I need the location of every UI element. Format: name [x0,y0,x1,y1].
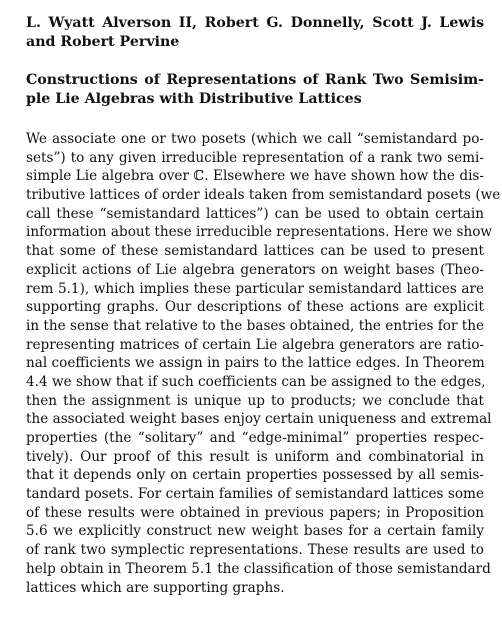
author-line: and Robert Pervine [26,34,180,50]
abstract-line: lattices which are supporting graphs. [26,579,285,596]
abstract-line: then the assignment is unique up to products; we conclude that [26,392,484,409]
abstract-text [26,130,501,597]
abstract-line: sets”) to any given irreducible representation of a rank two semi- [26,149,484,166]
abstract-line: in the sense that relative to the bases obtained, the entries for the [26,317,485,334]
title-line: ple Lie Algebras with Distributive Lattices [26,91,362,107]
paper-title [26,71,484,109]
abstract-line: tandard posets. For certain families of semistandard lattices some [26,486,484,503]
author-list [26,14,484,52]
abstract-line: We associate one or two posets (which we call “semistandard po- [26,131,484,147]
abstract-line: that some of these semistandard lattices can be used to present [26,243,484,260]
abstract-line: 5.6 we explicitly construct new weight bases for a certain family [26,523,484,540]
abstract-line: tively). Our proof of this result is uniform and combinatorial in [26,448,484,465]
abstract-line: of rank two symplectic representations. These results are used to [26,542,484,559]
abstract-line: information about these irreducible representations. Here we show [26,224,493,241]
title-line: Constructions of Representations of Rank Two Semisim- [26,72,484,88]
abstract-line: supporting graphs. Our descriptions of these actions are explicit [26,299,484,316]
abstract-line: call these “semistandard lattices”) can be used to obtain certain [26,205,484,222]
abstract-line: nal coefficients we assign in pairs to the lattice edges. In Theorem [26,355,485,372]
abstract-line: representing matrices of certain Lie algebra generators are ratio- [26,336,484,353]
abstract-line: properties (the “solitary” and “edge-minimal” properties respec- [26,430,484,446]
abstract-line: simple Lie algebra over ℂ. Elsewhere we have shown how the dis- [26,168,484,185]
abstract-line: rem 5.1), which implies these particular semistandard lattices are [26,280,484,297]
abstract-line: of these results were obtained in previous papers; in Proposition [26,504,484,521]
abstract-line: that it depends only on certain properties possessed by all semis- [26,467,484,484]
abstract-line: 4.4 we show that if such coefficients can be assigned to the edges, [26,373,486,390]
abstract-line: help obtain in Theorem 5.1 the classification of those semistandard [26,560,491,577]
abstract-line: the associated weight bases enjoy certain uniqueness and extremal [26,411,492,428]
author-line: L. Wyatt Alverson II, Robert G. Donnelly, Scott J. Lewis [26,15,484,31]
abstract-line: tributive lattices of order ideals taken from semistandard posets (we [26,187,501,204]
abstract-line: explicit actions of Lie algebra generators on weight bases (Theo- [26,261,484,278]
